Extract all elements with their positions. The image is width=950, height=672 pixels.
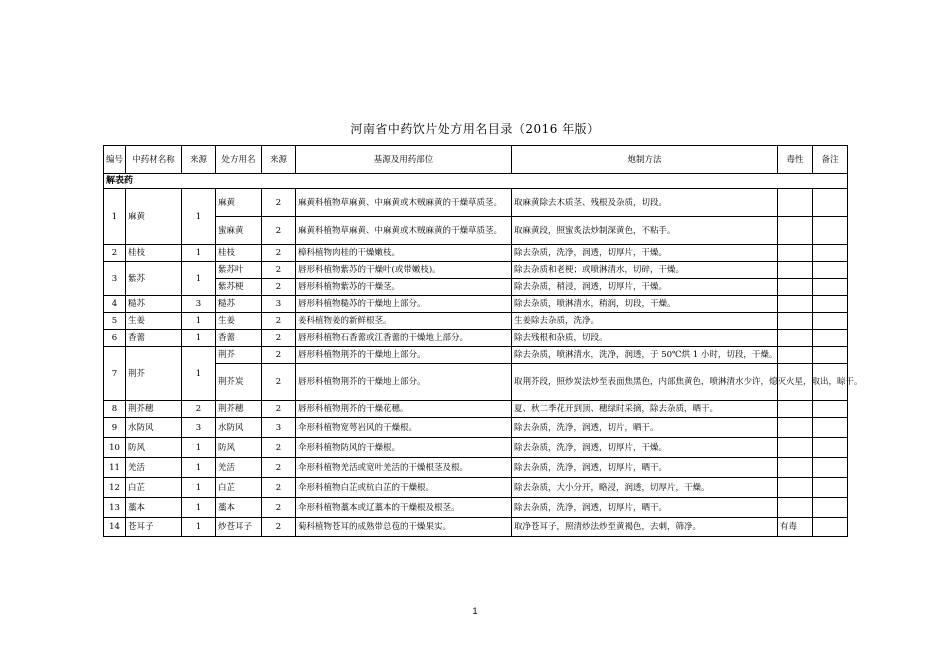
table-row xyxy=(104,217,848,245)
processing-method: 除去杂质和老梗；或喷淋清水，切碎，干燥。 xyxy=(512,262,778,279)
toxicity xyxy=(778,245,813,262)
prescription-name: 糙苏 xyxy=(216,296,262,313)
table-row xyxy=(104,458,848,478)
processing-method: 生姜除去杂质，洗净。 xyxy=(512,313,778,330)
header-cell: 处方用名 xyxy=(216,146,262,174)
prescription-source: 2 xyxy=(262,458,296,478)
prescription-name: 防风 xyxy=(216,438,262,458)
prescription-name: 生姜 xyxy=(216,313,262,330)
entry-number: 14 xyxy=(104,518,126,537)
processing-method: 除去杂质，洗净，润透，切厚片，干燥。 xyxy=(512,245,778,262)
remarks xyxy=(813,518,848,537)
toxicity xyxy=(778,313,813,330)
prescription-source: 2 xyxy=(262,498,296,518)
header-cell: 编号 xyxy=(104,146,126,174)
toxicity xyxy=(778,330,813,347)
toxicity xyxy=(778,189,813,217)
herb-catalog-table xyxy=(103,145,863,537)
origin-and-part: 伞形科植物藁本或辽藁本的干燥根及根茎。 xyxy=(296,498,512,518)
origin-and-part: 唇形科植物荆芥的干燥地上部分。 xyxy=(296,364,512,401)
entry-number: 1 xyxy=(104,189,126,245)
processing-method: 除去杂质，喷淋清水，洗净，润透，于 50℃烘 1 小时，切段，干燥。 xyxy=(512,347,778,364)
processing-method: 除去杂质，洗净，润透，切片，晒干。 xyxy=(512,418,778,438)
table-row xyxy=(104,313,848,330)
table-row xyxy=(104,347,848,364)
herb-name: 荆芥穗 xyxy=(126,401,182,418)
prescription-name: 藁本 xyxy=(216,498,262,518)
herb-name: 苍耳子 xyxy=(126,518,182,537)
prescription-source: 3 xyxy=(262,418,296,438)
remarks xyxy=(813,458,848,478)
origin-and-part: 唇形科植物石香薷或江香薷的干燥地上部分。 xyxy=(296,330,512,347)
header-row xyxy=(104,146,848,174)
entry-number: 13 xyxy=(104,498,126,518)
entry-number: 12 xyxy=(104,478,126,498)
entry-number: 11 xyxy=(104,458,126,478)
herb-source: 1 xyxy=(182,347,216,401)
header-cell: 来源 xyxy=(262,146,296,174)
prescription-name: 蜜麻黄 xyxy=(216,217,262,245)
prescription-name: 荆芥穗 xyxy=(216,401,262,418)
header-cell: 中药材名称 xyxy=(126,146,182,174)
processing-method: 取麻黄除去木质茎、残根及杂质，切段。 xyxy=(512,189,778,217)
prescription-name: 羌活 xyxy=(216,458,262,478)
herb-source: 1 xyxy=(182,313,216,330)
herb-name: 紫苏 xyxy=(126,262,182,296)
prescription-source: 2 xyxy=(262,438,296,458)
table-row xyxy=(104,478,848,498)
origin-and-part: 伞形科植物防风的干燥根。 xyxy=(296,438,512,458)
page-number: 1 xyxy=(472,606,478,616)
herb-name: 藁本 xyxy=(126,498,182,518)
remarks xyxy=(813,347,848,364)
herb-name: 水防风 xyxy=(126,418,182,438)
entry-number: 8 xyxy=(104,401,126,418)
processing-method: 除去杂质，洗净，润透，切厚片，晒干。 xyxy=(512,498,778,518)
prescription-name: 桂枝 xyxy=(216,245,262,262)
header-cell: 毒性 xyxy=(778,146,813,174)
origin-and-part: 唇形科植物荆芥的干燥花穗。 xyxy=(296,401,512,418)
origin-and-part: 伞形科植物白芷或杭白芷的干燥根。 xyxy=(296,478,512,498)
table-row xyxy=(104,498,848,518)
remarks xyxy=(813,498,848,518)
prescription-source: 2 xyxy=(262,313,296,330)
document-title: 河南省中药饮片处方用名目录（2016 年版） xyxy=(350,122,600,136)
toxicity xyxy=(778,279,813,296)
prescription-source: 2 xyxy=(262,189,296,217)
entry-number: 10 xyxy=(104,438,126,458)
table-row xyxy=(104,364,848,401)
remarks xyxy=(813,478,848,498)
table-row xyxy=(104,418,848,438)
toxicity xyxy=(778,438,813,458)
table-row xyxy=(104,438,848,458)
processing-method: 夏、秋二季花开到顶、穗绿时采摘，除去杂质，晒干。 xyxy=(512,401,778,418)
herb-source: 1 xyxy=(182,330,216,347)
remarks xyxy=(813,401,848,418)
prescription-source: 2 xyxy=(262,518,296,537)
table-row xyxy=(104,262,848,279)
toxicity xyxy=(778,418,813,438)
herb-source: 1 xyxy=(182,458,216,478)
table-row xyxy=(104,245,848,262)
origin-and-part: 唇形科植物紫苏的干燥叶(或带嫩枝)。 xyxy=(296,262,512,279)
herb-name: 羌活 xyxy=(126,458,182,478)
herb-name: 白芷 xyxy=(126,478,182,498)
prescription-source: 2 xyxy=(262,347,296,364)
remarks xyxy=(813,262,848,279)
remarks xyxy=(813,245,848,262)
herb-name: 香薷 xyxy=(126,330,182,347)
table-row xyxy=(104,189,848,217)
herb-source: 1 xyxy=(182,518,216,537)
prescription-name: 紫苏梗 xyxy=(216,279,262,296)
herb-source: 1 xyxy=(182,189,216,245)
herb-source: 3 xyxy=(182,418,216,438)
prescription-name: 紫苏叶 xyxy=(216,262,262,279)
remarks xyxy=(813,296,848,313)
herb-source: 1 xyxy=(182,262,216,296)
origin-and-part: 菊科植物苍耳的成熟带总苞的干燥果实。 xyxy=(296,518,512,537)
header-cell: 来源 xyxy=(182,146,216,174)
origin-and-part: 伞形科植物羌活或宽叶羌活的干燥根茎及根。 xyxy=(296,458,512,478)
entry-number: 3 xyxy=(104,262,126,296)
processing-method: 除去杂质，大小分开，略浸，润透，切厚片，干燥。 xyxy=(512,478,778,498)
herb-source: 2 xyxy=(182,401,216,418)
herb-source: 3 xyxy=(182,296,216,313)
prescription-name: 炒苍耳子 xyxy=(216,518,262,537)
entry-number: 2 xyxy=(104,245,126,262)
remarks xyxy=(813,279,848,296)
prescription-name: 荆芥炭 xyxy=(216,364,262,401)
remarks xyxy=(813,189,848,217)
entry-number: 4 xyxy=(104,296,126,313)
prescription-name: 香薷 xyxy=(216,330,262,347)
origin-and-part: 麻黄科植物草麻黄、中麻黄或木贼麻黄的干燥草质茎。 xyxy=(296,189,512,217)
prescription-name: 麻黄 xyxy=(216,189,262,217)
section-title: 解表药 xyxy=(104,174,848,189)
entry-number: 7 xyxy=(104,347,126,401)
prescription-name: 荆芥 xyxy=(216,347,262,364)
table-row xyxy=(104,518,848,537)
herb-name: 荆芥 xyxy=(126,347,182,401)
prescription-name: 水防风 xyxy=(216,418,262,438)
origin-and-part: 麻黄科植物草麻黄、中麻黄或木贼麻黄的干燥草质茎。 xyxy=(296,217,512,245)
remarks xyxy=(813,418,848,438)
processing-method: 取荆芥段，照炒炭法炒至表面焦黑色，内部焦黄色，喷淋清水少许，熄灭火星，取出，晾干。 xyxy=(512,364,778,401)
toxicity xyxy=(778,401,813,418)
entry-number: 9 xyxy=(104,418,126,438)
prescription-source: 2 xyxy=(262,279,296,296)
herb-name: 防风 xyxy=(126,438,182,458)
table-row xyxy=(104,330,848,347)
toxicity xyxy=(778,296,813,313)
herb-source: 1 xyxy=(182,498,216,518)
processing-method: 取麻黄段，照蜜炙法炒制深黄色，不粘手。 xyxy=(512,217,778,245)
herb-name: 生姜 xyxy=(126,313,182,330)
header-cell: 炮制方法 xyxy=(512,146,778,174)
table-row xyxy=(104,401,848,418)
herb-name: 桂枝 xyxy=(126,245,182,262)
processing-method: 除去残根和杂质，切段。 xyxy=(512,330,778,347)
prescription-source: 2 xyxy=(262,262,296,279)
prescription-source: 2 xyxy=(262,478,296,498)
remarks xyxy=(813,217,848,245)
header-cell: 基源及用药部位 xyxy=(296,146,512,174)
toxicity xyxy=(778,217,813,245)
origin-and-part: 伞形科植物宽萼岩风的干燥根。 xyxy=(296,418,512,438)
origin-and-part: 姜科植物姜的新鲜根茎。 xyxy=(296,313,512,330)
prescription-source: 2 xyxy=(262,330,296,347)
prescription-source: 2 xyxy=(262,245,296,262)
processing-method: 除去杂质，稍浸，润透，切厚片，干燥。 xyxy=(512,279,778,296)
toxicity xyxy=(778,458,813,478)
remarks xyxy=(813,313,848,330)
section-row xyxy=(104,174,848,189)
remarks xyxy=(813,438,848,458)
table-row xyxy=(104,279,848,296)
origin-and-part: 樟科植物肉桂的干燥嫩枝。 xyxy=(296,245,512,262)
herb-name: 麻黄 xyxy=(126,189,182,245)
prescription-source: 2 xyxy=(262,401,296,418)
prescription-source: 2 xyxy=(262,364,296,401)
entry-number: 6 xyxy=(104,330,126,347)
prescription-name: 白芷 xyxy=(216,478,262,498)
processing-method: 除去杂质，洗净，润透，切厚片，干燥。 xyxy=(512,438,778,458)
herb-source: 1 xyxy=(182,438,216,458)
remarks xyxy=(813,330,848,347)
herb-name: 糙苏 xyxy=(126,296,182,313)
origin-and-part: 唇形科植物糙苏的干燥地上部分。 xyxy=(296,296,512,313)
table-row xyxy=(104,296,848,313)
header-cell: 备注 xyxy=(813,146,848,174)
entry-number: 5 xyxy=(104,313,126,330)
herb-source: 1 xyxy=(182,478,216,498)
processing-method: 取净苍耳子，照清炒法炒至黄褐色，去刺，筛净。 xyxy=(512,518,778,537)
toxicity xyxy=(778,347,813,364)
prescription-source: 3 xyxy=(262,296,296,313)
toxicity xyxy=(778,498,813,518)
processing-method: 除去杂质，喷淋清水，稍润，切段，干燥。 xyxy=(512,296,778,313)
toxicity xyxy=(778,262,813,279)
processing-method: 除去杂质，洗净，润透，切厚片，晒干。 xyxy=(512,458,778,478)
origin-and-part: 唇形科植物荆芥的干燥地上部分。 xyxy=(296,347,512,364)
origin-and-part: 唇形科植物紫苏的干燥茎。 xyxy=(296,279,512,296)
herb-source: 1 xyxy=(182,245,216,262)
prescription-source: 2 xyxy=(262,217,296,245)
toxicity: 有毒 xyxy=(778,518,813,537)
toxicity xyxy=(778,478,813,498)
